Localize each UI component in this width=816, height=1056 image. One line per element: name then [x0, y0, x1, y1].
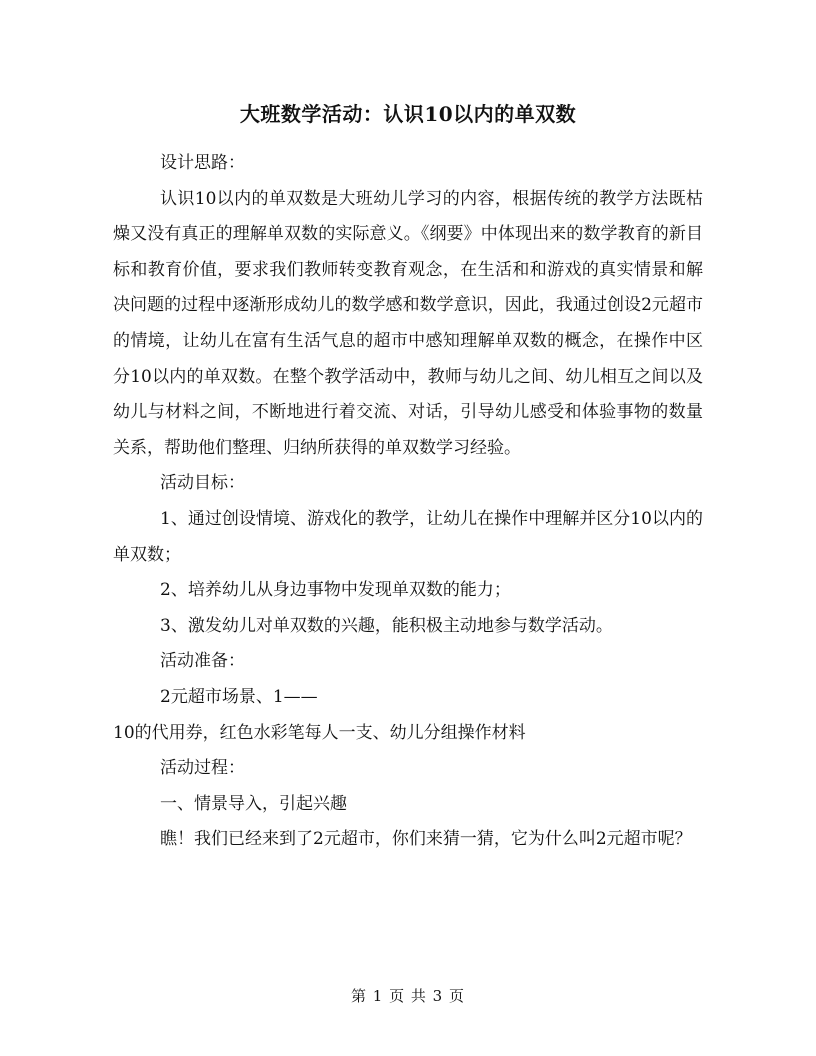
- paragraph-goal-1: 1、通过创设情境、游戏化的教学，让幼儿在操作中理解并区分10以内的单双数；: [113, 508, 703, 565]
- paragraph-prep-line-1: 2元超市场景、1——: [160, 686, 318, 707]
- paragraph-design-heading: 设计思路：: [160, 153, 245, 173]
- paragraph-step-1-body: 瞧！我们已经来到了2元超市，你们来猜一猜，它为什么叫2元超市呢？: [160, 829, 692, 850]
- paragraph-goals-heading: 活动目标：: [160, 473, 245, 494]
- document-body: [113, 146, 703, 858]
- paragraph-prep-line-2: 10的代用券，红色水彩笔每人一支、幼儿分组操作材料: [113, 722, 526, 743]
- page-number-footer: 第 1 页 共 3 页: [351, 987, 465, 1005]
- paragraph-step-1-heading: 一、情景导入，引起兴趣: [160, 793, 347, 814]
- paragraph-goal-3: 3、激发幼儿对单双数的兴趣，能积极主动地参与数学活动。: [160, 615, 613, 636]
- paragraph-process-heading: 活动过程：: [160, 758, 245, 779]
- paragraph-prep-heading: 活动准备：: [160, 651, 245, 672]
- paragraph-design-body: 认识10以内的单双数是大班幼儿学习的内容，根据传统的教学方法既枯燥又没有真正的理解单双数的实际意义。《纲要》中体现出来的数学教育的新目标和教育价值，要求我们教师转变教育观念，在生活和和游戏的真实情景和解决问题的过程中逐渐形成幼儿的数学感和数学意识，因此，我通过创设2元超市的情境，让幼儿在富有生活气息的超市中感知理解单双数的概念，在操作中区分10以内的单双数。在整个教学活动中，教师与幼儿之间、幼儿相互之间以及幼儿与材料之间，不断地进行着交流、对话，引导幼儿感受和体验事物的数量关系，帮助他们整理、归纳所获得的单双数学习经验。: [113, 188, 703, 458]
- document-title: 大班数学活动：认识10以内的单双数: [239, 102, 577, 126]
- paragraph-goal-2: 2、培养幼儿从身边事物中发现单双数的能力；: [160, 580, 511, 601]
